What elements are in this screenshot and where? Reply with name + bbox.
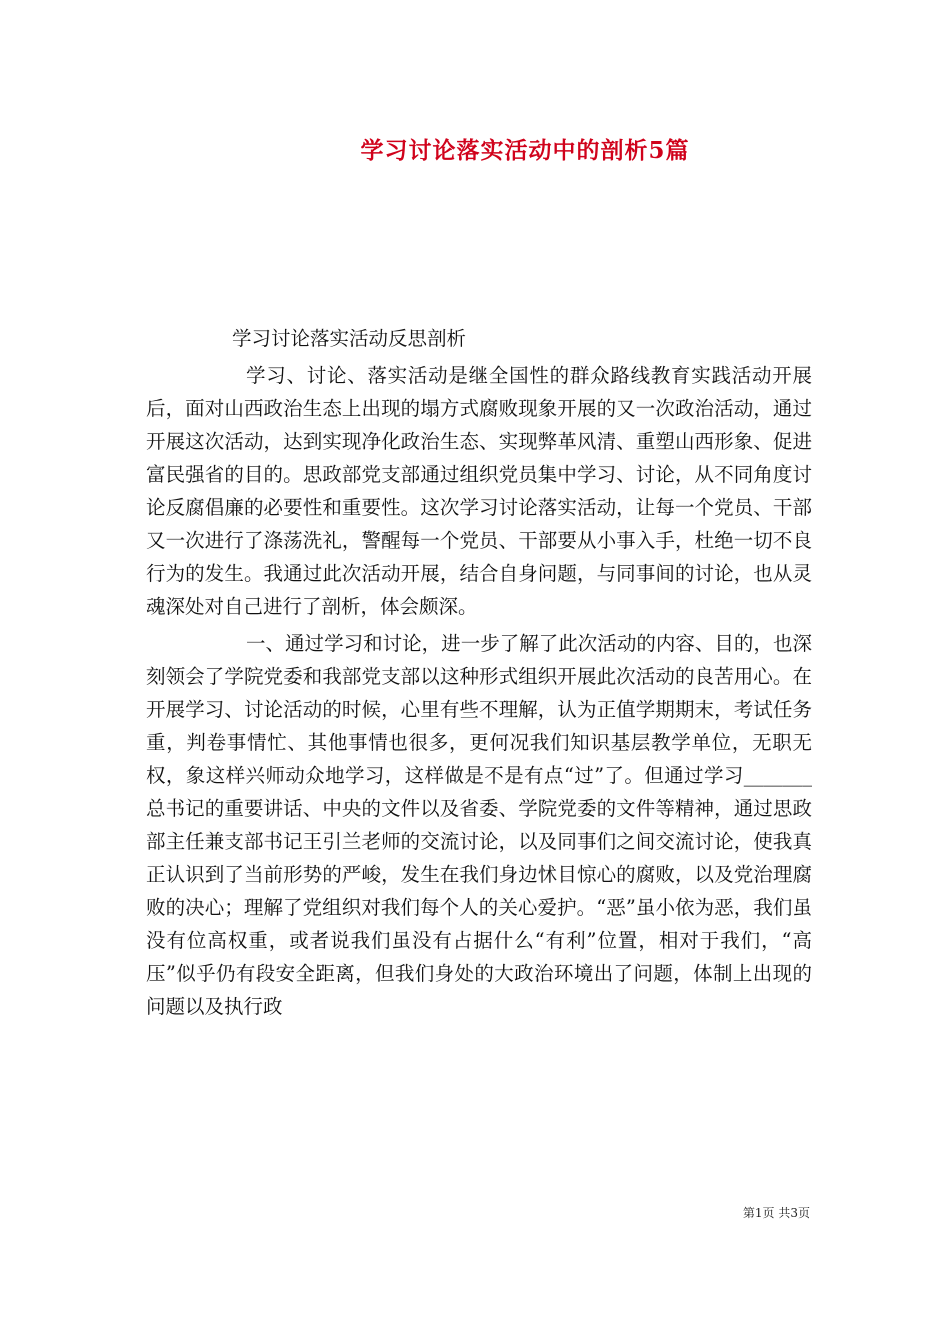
document-title: 学习讨论落实活动中的剖析5篇 xyxy=(360,137,690,164)
page-number-footer: 第1页 共3页 xyxy=(742,1206,810,1220)
section-subtitle: 学习讨论落实活动反思剖析 xyxy=(232,327,467,350)
body-paragraph-1: 学习、讨论、落实活动是继全国性的群众路线教育实践活动开展后，面对山西政治生态上出现的塌方式腐败现象开展的又一次政治活动，通过开展这次活动，达到实现净化政治生态、实现弊革风清、重塑山西形象、促进富民强省的目的。思政部党支部通过组织党员集中学习、讨论，从不同角度讨论反腐倡廉的必要性和重要性。这次学习讨论落实活动，让每一个党员、干部又一次进行了涤荡洗礼，警醒每一个党员、干部要从小事入手，杜绝一切不良行为的发生。我通过此次活动开展，结合自身问题，与同事间的讨论，也从灵魂深处对自己进行了剖析，体会颇深。 xyxy=(146,364,812,618)
document-body xyxy=(146,322,812,1027)
body-paragraph-2: 一、通过学习和讨论，进一步了解了此次活动的内容、目的，也深刻领会了学院党委和我部党支部以这种形式组织开展此次活动的良苦用心。在开展学习、讨论活动的时候，心里有些不理解，认为正值学期期末，考试任务重，判卷事情忙、其他事情也很多，更何况我们知识基层教学单位，无职无权，象这样兴师动众地学习，这样做是不是有点“过”了。但通过学习_______总书记的重要讲话、中央的文件以及省委、学院党委的文件等精神，通过思政部主任兼支部书记王引兰老师的交流讨论，以及同事们之间交流讨论，使我真正认识到了当前形势的严峻，发生在我们身边怵目惊心的腐败，以及党治理腐败的决心；理解了党组织对我们每个人的关心爱护。“恶”虽小依为恶，我们虽没有位高权重，或者说我们虽没有占据什么“有利”位置，相对于我们，“高压”似乎仍有段安全距离，但我们身处的大政治环境出了问题，体制上出现的问题以及执行政 xyxy=(146,632,812,1018)
